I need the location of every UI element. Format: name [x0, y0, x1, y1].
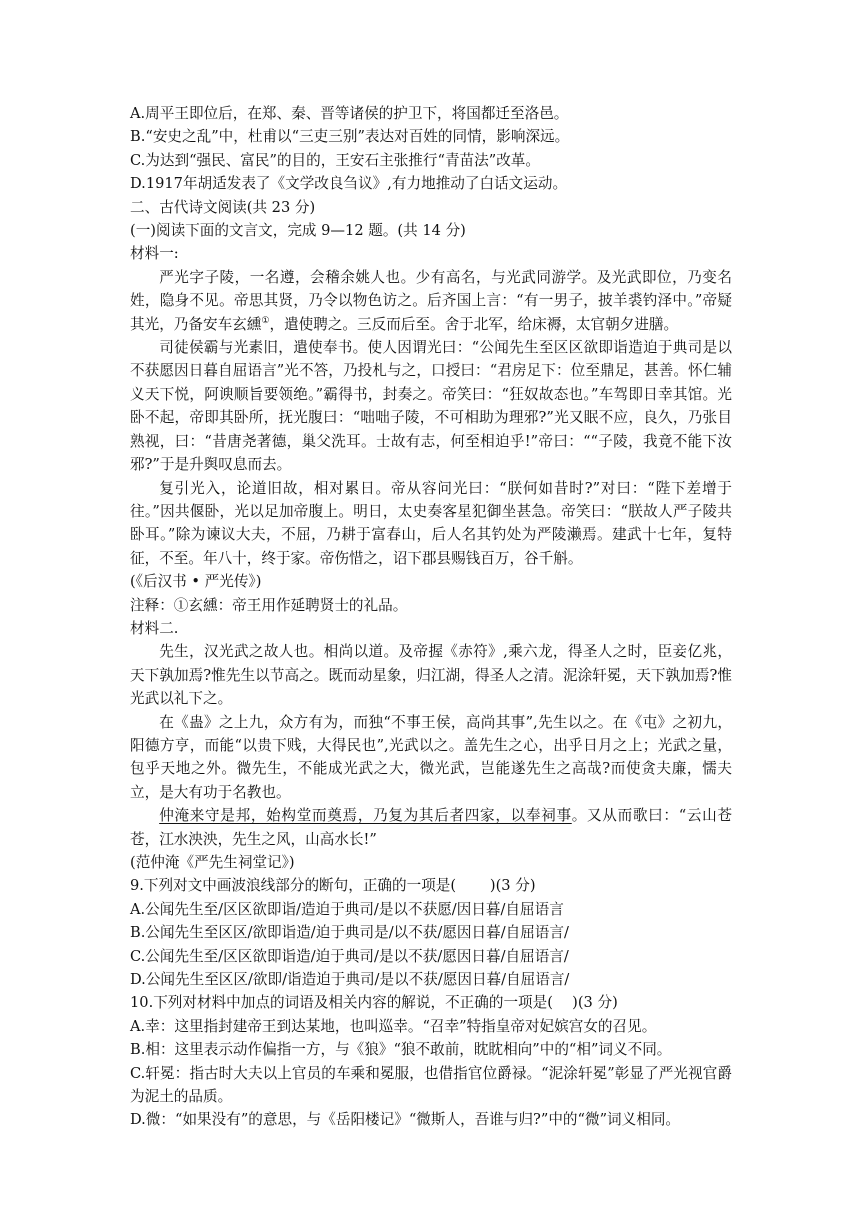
underlined-sentence: 仲淹来守是邦，始构堂而奠焉，乃复为其后者四家，以奉祠事 — [159, 807, 572, 825]
material2-paragraph-1: 先生，汉光武之故人也。相尚以道。及帝握《赤符》,乘六龙，得圣人之时，臣妾亿兆，天下孰加焉?惟先生以节高之。既而动星象，归江湖，得圣人之清。泥涂轩冕，天下孰加焉?惟光武以礼下之。 — [130, 643, 732, 708]
question-9-option-b: B.公闻先生至区区/欲即诣造/迫于典司是/以不获/愿因日暮/自屈语言/ — [130, 924, 569, 942]
subsection-heading: (一)阅读下面的文言文，完成 9—12 题。(共 14 分) — [130, 222, 466, 240]
material2-paragraph-3 — [130, 804, 732, 851]
question-10-option-d: D.微：“如果没有”的意思，与《岳阳楼记》“微斯人，吾谁与归?”中的“微”词义相同。 — [130, 1111, 681, 1129]
question-9-stem: 9.下列对文中画波浪线部分的断句，正确的一项是( )(3 分) — [130, 877, 536, 895]
question-10-stem: 10.下列对材料中加点的词语及相关内容的解说，不正确的一项是( )(3 分) — [130, 994, 618, 1012]
material1-paragraph-2: 司徒侯霸与光素旧，遣使奉书。使人因谓光曰：“公闻先生至区区欲即诣造迫于典司是以不获愿因日暮自屈语言”光不答，乃投札与之，口授曰：“君房足下：位至鼎足，甚善。怀仁辅义天下悦，阿谀顺旨要领绝。”霸得书，封奏之。帝笑曰：“狂奴故态也。”车驾即日幸其馆。光卧不起，帝即其卧所，抚光腹曰：“咄咄子陵，不可相助为理邪?”光又眠不应，良久，乃张目熟视，曰：“昔唐尧著德，巢父洗耳。士故有志，何至相迫乎!”帝曰：““子陵，我竟不能下汝邪?”于是升舆叹息而去。 — [130, 339, 732, 474]
question-9-option-a: A.公闻先生至/区区欲即诣/造迫于典司/是以不获愿/因日暮/自屈语言 — [130, 900, 564, 918]
question-9-option-d: D.公闻先生至区区/欲即/诣造迫于典司/是以不获/愿因日暮/自屈语言/ — [130, 971, 570, 989]
question-10-option-a: A.幸：这里指封建帝王到达某地，也叫巡幸。“召幸”特指皇帝对妃嫔宫女的召见。 — [130, 1017, 657, 1035]
material1-label: 材料一: — [130, 245, 179, 263]
option-d: D.1917年胡适发表了《文学改良刍议》,有力地推动了白话文运动。 — [130, 175, 568, 193]
option-c: C.为达到“强民、富民”的目的，王安石主张推行“青苗法”改革。 — [130, 151, 540, 169]
section-heading: 二、古代诗文阅读(共 23 分) — [130, 198, 316, 216]
question-10-option-b: B.相：这里表示动作偏指一方，与《狼》“狼不敢前，眈眈相向”中的“相”词义不同。 — [130, 1041, 672, 1059]
material1-note: 注释：①玄纁：帝王用作延聘贤士的礼品。 — [130, 596, 408, 614]
material1-paragraph-1-text: 严光字子陵，一名遵，会稽余姚人也。少有高名，与光武同游学。及光武即位，乃变名姓，隐身不见。帝思其贤，乃令以物色访之。后齐国上言：“有一男子，披羊裘钓泽中。”帝疑其光，乃备安车玄纁 — [130, 268, 732, 333]
question-10-option-c: C.轩冕：指古时大夫以上官员的车乘和冕服，也借指官位爵禄。“泥涂轩冕”彰显了严光视官爵为泥土的品质。 — [130, 1064, 732, 1106]
material2-label: 材料二. — [130, 619, 179, 637]
material2-paragraph-3-tail: 。又从而歌曰：“云山苍苍，江水泱泱，先生之风，山高水长!” — [130, 807, 732, 848]
material1-paragraph-1 — [130, 266, 732, 336]
material1-paragraph-3: 复引光入，论道旧故，相对累日。帝从容问光曰：“朕何如昔时?”对曰：“陛下差增于往。”因共偃卧，光以足加帝腹上。明日，太史奏客星犯御坐甚急。帝笑曰：“朕故人严子陵共卧耳。”除为谏议大夫，不屈，乃耕于富春山，后人名其钓处为严陵濑焉。建武十七年，复特征，不至。年八十，终于家。帝伤惜之，诏下郡县赐钱百万，谷千斛。 — [130, 479, 732, 567]
question-9-option-c: C.公闻先生至/区区欲即诣造/迫于典司/是以不获/愿因日暮/自屈语言/ — [130, 947, 569, 965]
option-a: A.周平王即位后，在郑、秦、晋等诸侯的护卫下，将国都迁至洛邑。 — [130, 105, 569, 122]
material2-paragraph-2: 在《蛊》之上九，众方有为，而独“不事王侯，高尚其事”,先生以之。在《屯》之初九，阳德方亨，而能“以贵下贱，大得民也”,光武以之。盖先生之心，出乎日月之上；光武之量，包乎天地之外。微先生，不能成光武之大，微光武，岂能遂先生之高哉?而使贪夫廉，懦夫立，是大有功于名教也。 — [130, 713, 732, 801]
material2-source: (范仲淹《严先生祠堂记》) — [130, 854, 295, 871]
exam-page — [130, 102, 732, 1132]
material1-source: (《后汉书 • 严光传》) — [130, 573, 262, 591]
footnote-mark: ① — [261, 315, 270, 326]
option-b: B.“安史之乱”中，杜甫以“三吏三别”表达对百姓的同情，影响深远。 — [130, 128, 570, 146]
material1-paragraph-1-tail: ，遣使聘之。三反而后至。舍于北军，给床褥，太官朝夕进膳。 — [269, 315, 679, 333]
